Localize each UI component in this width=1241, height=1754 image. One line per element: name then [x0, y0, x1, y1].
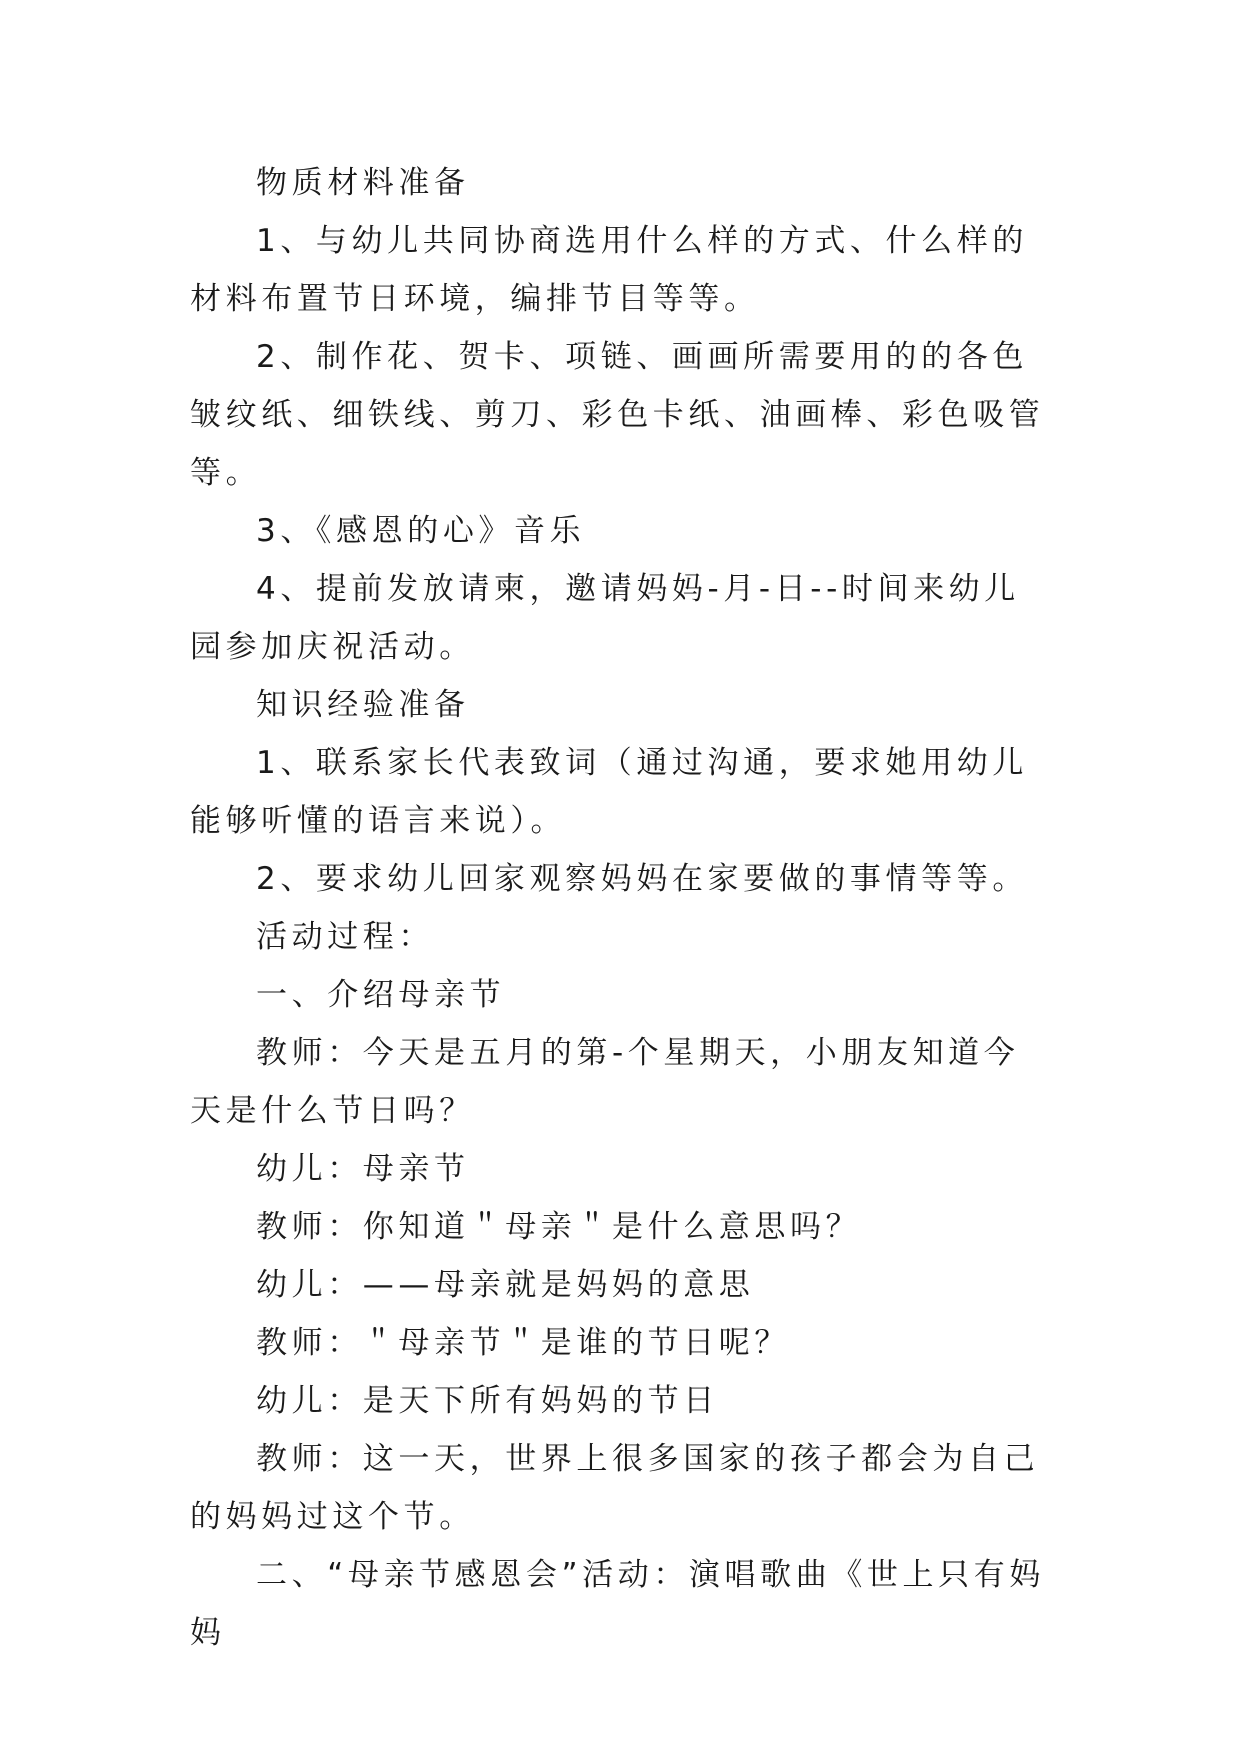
dialogue-child-1: 幼儿：母亲节: [256, 1151, 470, 1187]
section-heading-materials: 物质材料准备: [256, 165, 470, 201]
section-heading-knowledge: 知识经验准备: [256, 687, 470, 723]
document-body: [190, 154, 1052, 1662]
dialogue-teacher-4: 教师：这一天，世界上很多国家的孩子都会为自己的妈妈过这个节。: [190, 1441, 1040, 1535]
paragraph-materials-1: 1、与幼儿共同协商选用什么样的方式、什么样的材料布置节日环境，编排节目等等。: [190, 223, 1028, 317]
dialogue-child-2: 幼儿：——母亲就是妈妈的意思: [256, 1267, 755, 1303]
paragraph-materials-4: 4、提前发放请柬，邀请妈妈-月-日--时间来幼儿园参加庆祝活动。: [190, 571, 1020, 665]
dialogue-teacher-3: 教师：＂母亲节＂是谁的节日呢？: [256, 1325, 790, 1361]
paragraph-knowledge-1: 1、联系家长代表致词（通过沟通，要求她用幼儿能够听懂的语言来说）。: [190, 745, 1028, 839]
paragraph-materials-2: 2、制作花、贺卡、项链、画画所需要用的的各色皱纹纸、细铁线、剪刀、彩色卡纸、油画棒、彩色吸管等。: [190, 339, 1045, 491]
section-heading-process: 活动过程：: [256, 919, 434, 955]
subheading-gratitude-activity: 二、“母亲节感恩会”活动：演唱歌曲《世上只有妈妈: [190, 1557, 1045, 1651]
paragraph-materials-3: 3、《感恩的心》音乐: [256, 513, 586, 549]
dialogue-teacher-1: 教师：今天是五月的第-个星期天，小朋友知道今天是什么节日吗？: [190, 1035, 1020, 1129]
subheading-intro-mothers-day: 一、介绍母亲节: [256, 977, 506, 1013]
dialogue-child-3: 幼儿：是天下所有妈妈的节日: [256, 1383, 719, 1419]
dialogue-teacher-2: 教师：你知道＂母亲＂是什么意思吗？: [256, 1209, 862, 1245]
paragraph-knowledge-2: 2、要求幼儿回家观察妈妈在家要做的事情等等。: [256, 861, 1028, 897]
